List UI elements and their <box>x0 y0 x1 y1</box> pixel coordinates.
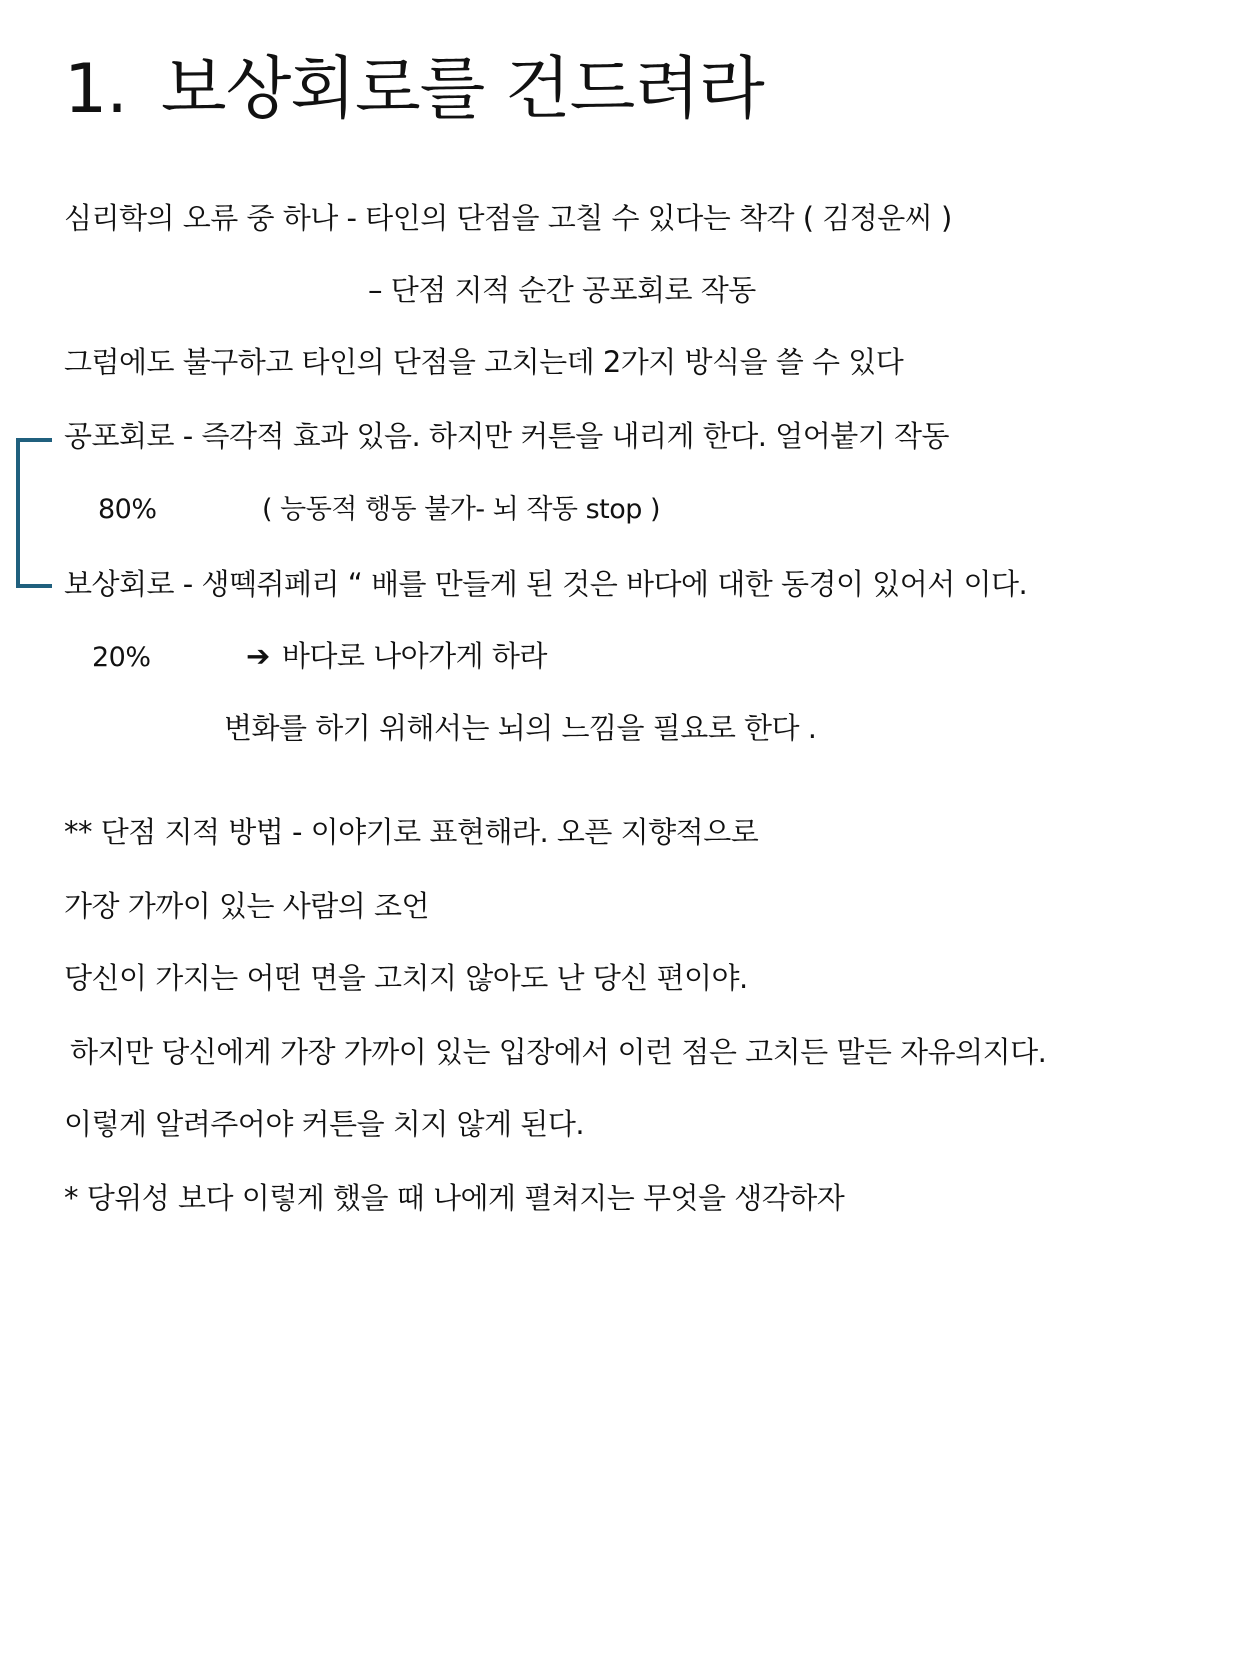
line-how-to-point-out: ** 단점 지적 방법 - 이야기로 표현해라. 오픈 지향적으로 <box>64 815 759 849</box>
line-change-feeling: 변화를 하기 위해서는 뇌의 느낌을 필요로 한다 . <box>224 711 817 745</box>
reward-percent: 20% <box>92 642 151 673</box>
line-on-your-side: 당신이 가지는 어떤 면을 고치지 않아도 난 당신 편이야. <box>64 961 748 995</box>
title-text: 보상회로를 건드려라 <box>160 50 764 129</box>
reward-quote-text: 바다로 나아가게 하라 <box>281 639 547 673</box>
line-no-curtain: 이렇게 알려주어야 커튼을 치지 않게 된다. <box>64 1107 585 1141</box>
right-arrow-icon: ➔ <box>246 639 270 673</box>
fear-note: ( 능동적 행동 불가- 뇌 작동 stop ) <box>262 494 661 525</box>
title-number: 1. <box>64 50 127 129</box>
line-psychology-error: 심리학의 오류 중 하나 - 타인의 단점을 고칠 수 있다는 착각 ( 김정운씨 ) <box>64 201 952 235</box>
line-fear-circuit-trigger: – 단점 지적 순간 공포회로 작동 <box>368 273 756 307</box>
line-reward-circuit: 보상회로 - 생떽쥐페리 “ 배를 만들게 된 것은 바다에 대한 동경이 있어서 이다. <box>64 567 1028 601</box>
line-free-will: 하지만 당신에게 가장 가까이 있는 입장에서 이런 점은 고치든 말든 자유의지다. <box>70 1035 1047 1069</box>
reward-quote <box>246 638 547 674</box>
page-title <box>64 48 764 132</box>
circuit-bracket <box>16 438 52 588</box>
line-closest-advice: 가장 가까이 있는 사람의 조언 <box>64 889 430 923</box>
line-fear-circuit: 공포회로 - 즉각적 효과 있음. 하지만 커튼을 내리게 한다. 얼어붙기 작동 <box>64 419 949 453</box>
line-think-outcome: * 당위성 보다 이렇게 했을 때 나에게 펼쳐지는 무엇을 생각하자 <box>64 1181 845 1215</box>
line-two-methods: 그럼에도 불구하고 타인의 단점을 고치는데 2가지 방식을 쓸 수 있다 <box>64 345 904 379</box>
fear-percent: 80% <box>98 494 157 525</box>
